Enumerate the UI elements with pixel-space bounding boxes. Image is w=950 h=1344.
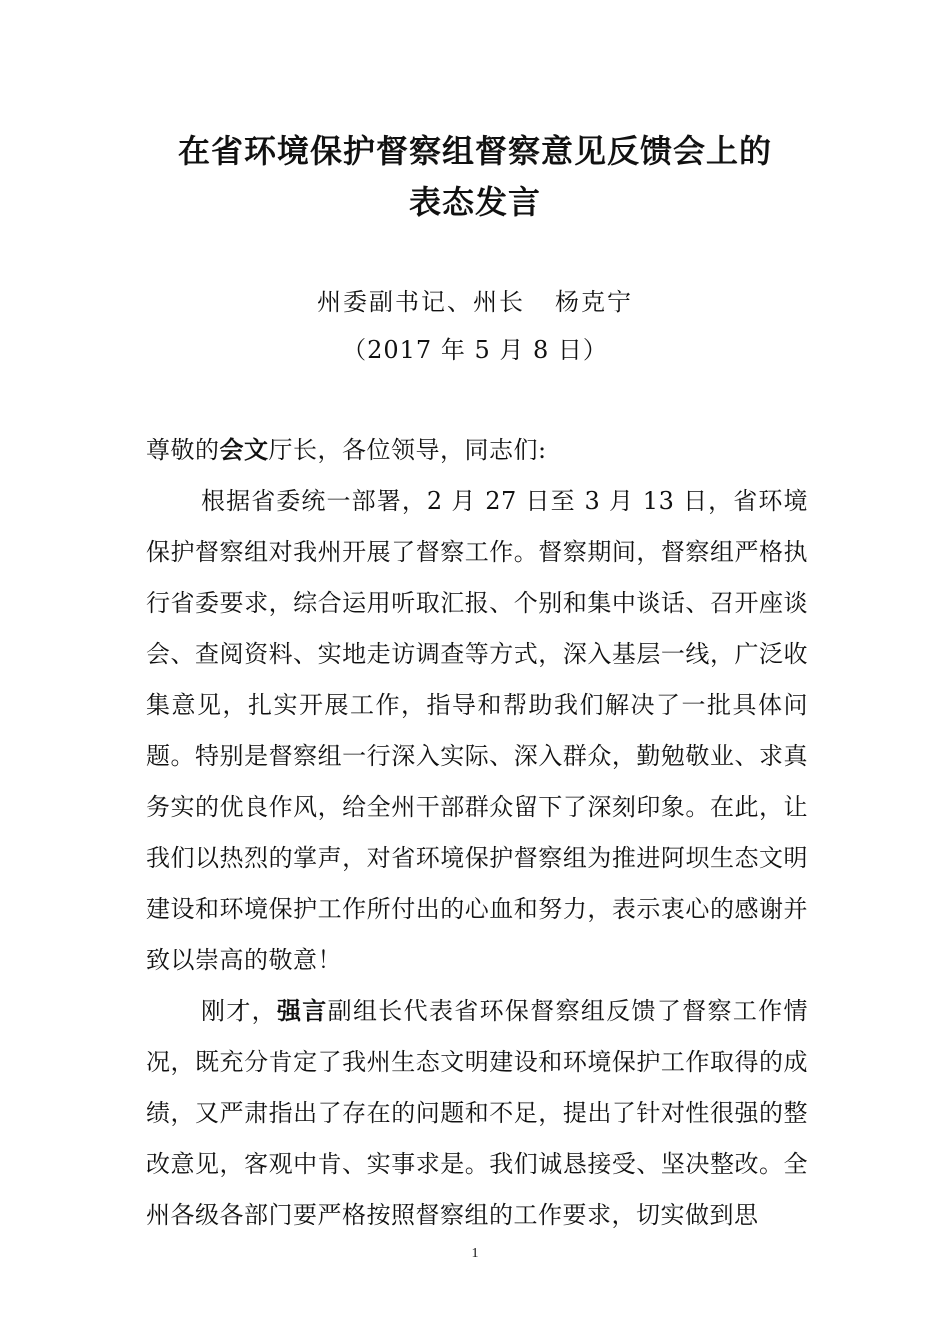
paragraph-1: 根据省委统一部署，2 月 27 日至 3 月 13 日，省环境保护督察组对我州开展了督察工作。督察期间，督察组严格执行省委要求，综合运用听取汇报、个别和集中谈话、召开座谈会、查阅资料、实地走访调查等方式，深入基层一线，广泛收集意见，扎实开展工作，指导和帮助我们解决了一批具体问题。特别是督察组一行深入实际、深入群众，勤勉敬业、求真务实的优良作风，给全州干部群众留下了深刻印象。在此，让我们以热烈的掌声，对省环境保护督察组为推进阿坝生态文明建设和环境保护工作所付出的心血和努力，表示衷心的感谢并致以崇高的敬意！: [146, 487, 808, 974]
paragraph-2-prefix: 刚才，: [201, 997, 277, 1025]
salutation-prefix: 尊敬的: [146, 436, 220, 464]
salutation-name: 会文: [219, 436, 269, 464]
author-line: [0, 282, 950, 322]
page-number: 1: [471, 1246, 479, 1261]
author-name: 杨克宁: [555, 288, 633, 316]
paragraph-2-suffix: 副组长代表省环保督察组反馈了督察工作情况，既充分肯定了我州生态文明建设和环境保护工作取得的成绩，又严肃指出了存在的问题和不足，提出了针对性很强的整改意见，客观中肯、实事求是。我们诚恳接受、坚决整改。全州各级各部门要严格按照督察组的工作要求，切实做到思: [146, 997, 809, 1229]
paragraph-2: [146, 986, 808, 1241]
document-title-line-1: 在省环境保护督察组督察意见反馈会上的: [177, 132, 772, 170]
salutation-suffix: 厅长，各位领导，同志们:: [268, 436, 547, 464]
document-title-line-2: 表态发言: [408, 183, 541, 221]
speech-date: （2017 年 5 月 8 日）: [342, 336, 608, 364]
salutation: [146, 425, 808, 476]
author-position: 州委副书记、州长: [317, 288, 525, 316]
speech-body: [146, 425, 808, 1241]
paragraph-2-name: 强言: [276, 997, 328, 1025]
